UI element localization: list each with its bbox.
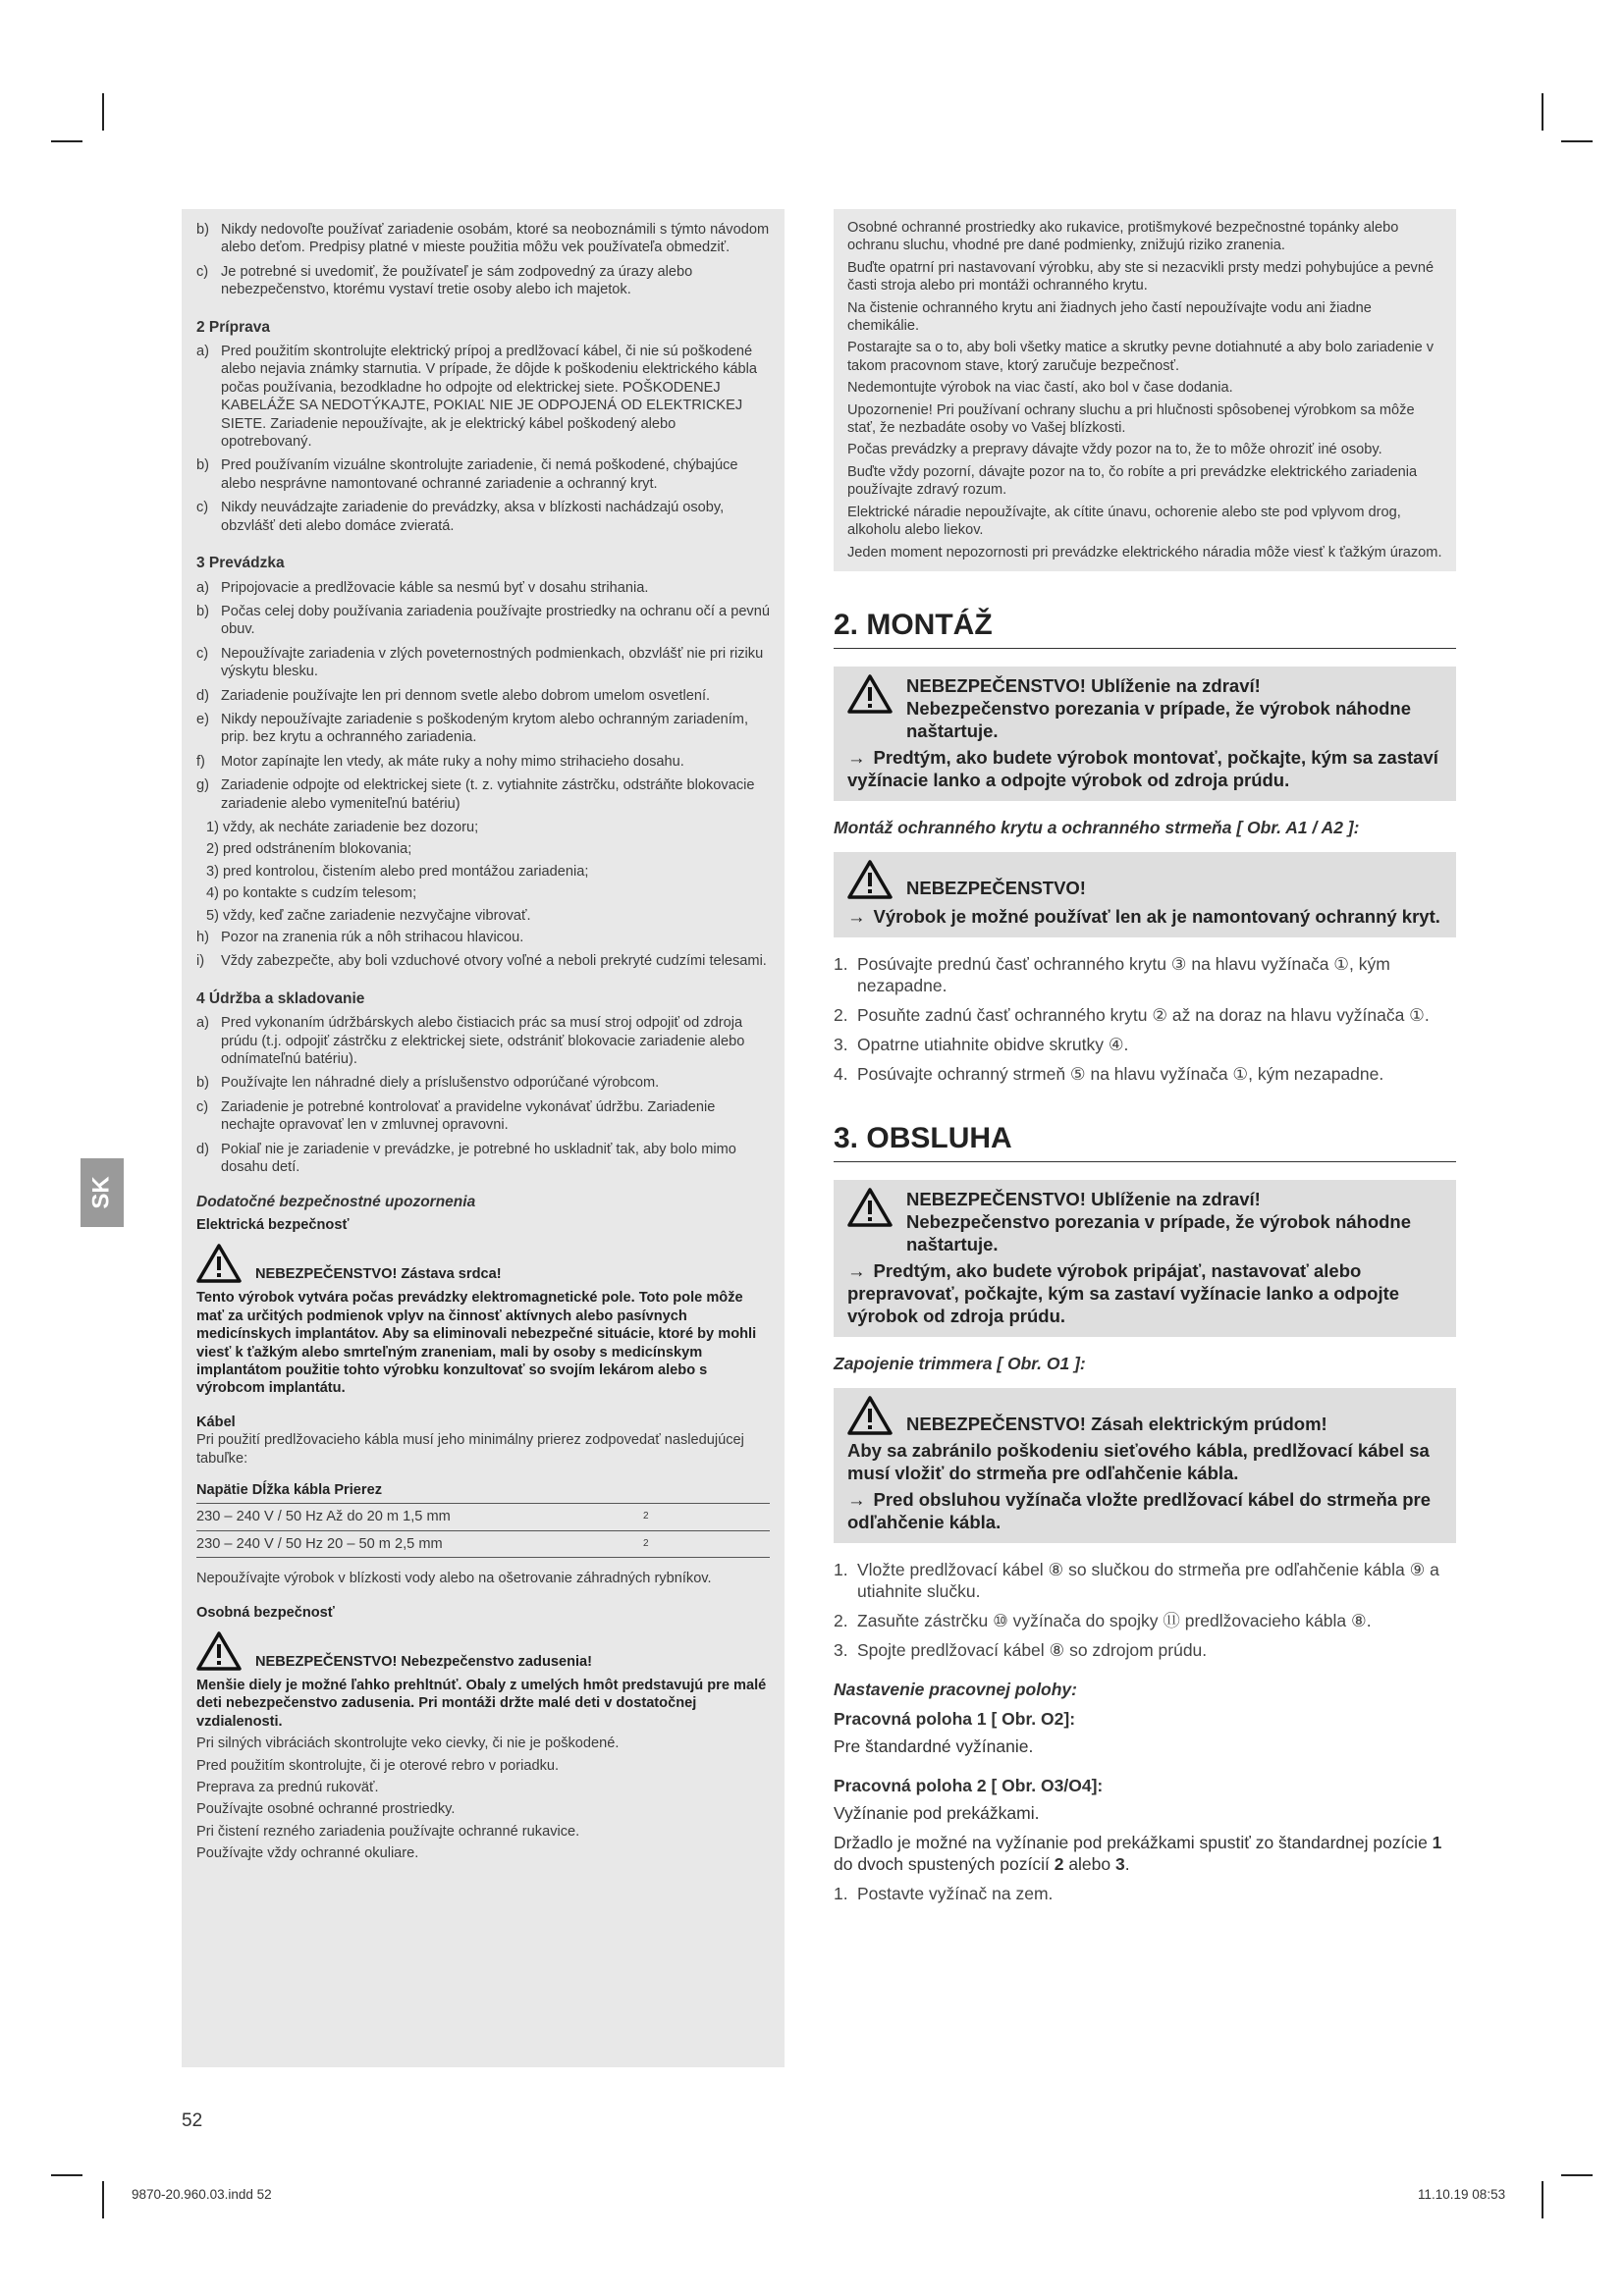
paragraph: Preprava za prednú rukoväť. [196,1780,379,1795]
paragraph: Postarajte sa o to, aby boli všetky matice a skrutky pevne dotiahnuté a aby bolo zariadenie v takom pracovnom stave, ktorý zaručuje bezpečnosť. [847,340,1435,374]
paragraph: Na čistenie ochranného krytu ani žiadnych jeho častí nepoužívajte vodu ani žiadne chemikálie. [847,299,1372,335]
crop-mark [102,2181,104,2218]
warning-header [196,1631,770,1671]
numbered-item: 1) vždy, ak necháte zariadenie bez dozoru; [206,819,479,835]
warning-action: Výrobok je možné používať len ak je namontovaný ochranný kryt. [873,905,1440,927]
warning-icon [847,674,893,714]
arrow-icon: → [847,1488,866,1510]
list-item: d) Zariadenie používajte len pri dennom svetle alebo dobrom umelom osvetlení. [196,687,711,704]
warning-box [834,1180,1456,1337]
intro-list [196,221,770,299]
paragraph: Počas prevádzky a prepravy dávajte vždy pozor na to, že to môže ohroziť iné osoby. [847,442,1382,458]
subsection-heading: Pracovná poloha 2 [ Obr. O3/O4]: [834,1775,1104,1795]
paragraph: Nedemontujte výrobok na viac častí, ako bol v čase dodania. [847,380,1233,397]
paragraph: Jeden moment nepozornosti pri prevádzke elektrického náradia môže viesť k ťažkým úrazom. [847,544,1442,561]
left-column [182,209,785,2067]
warning-action: Pred obsluhou vyžínača vložte predlžovací kábel do strmeňa pre odľahčenie kábla. [847,1488,1432,1532]
table-header: Napätie Dĺžka kábla Prierez [196,1481,770,1504]
list-item: c) Nikdy neuvádzajte zariadenie do prevádzky, aksa v blízkosti nachádzajú osoby, obzvlášť deti alebo domáce zvieratá. [196,500,725,534]
paragraph: Pre štandardné vyžínanie. [834,1735,1034,1756]
warning-title: NEBEZPEČENSTVO! Zásah elektrickým prúdom! [906,1413,1327,1434]
list-item: b) Pred používaním vizuálne skontrolujte zariadenie, či nemá poškodené, chýbajúce alebo nesprávne namontované ochranné zariadenie a ochranný kryt. [196,457,738,492]
list-item: 4. Posúvajte ochranný strmeň ⑤ na hlavu vyžínača ①, kým nezapadne. [834,1063,1384,1084]
safety-box [834,209,1456,571]
crop-mark [51,140,82,142]
warning-title: NEBEZPEČENSTVO! Zástava srdca! [255,1265,502,1282]
section-heading: 2 Príprava [196,318,270,336]
list-item: f) Motor zapínajte len vtedy, ak máte ruky a nohy mimo strihacieho dosahu. [196,753,684,770]
list-item: 1. Postavte vyžínač na zem. [834,1883,1054,1903]
warning-header [196,1244,770,1283]
section-heading: 2. MONTÁŽ [834,609,1456,649]
warning-icon [196,1244,242,1283]
page-number: 52 [182,2110,203,2131]
subsection-heading: Kábel [196,1414,236,1430]
table-row: 230 – 240 V / 50 Hz Až do 20 m 1,5 mm 2 [196,1504,770,1530]
warning-icon [847,860,893,899]
warning-action: Predtým, ako budete výrobok pripájať, nastavovať alebo prepravovať, počkajte, kým sa zastaví vyžínacie lanko a odpojte výrobok od zdroja prúdu. [847,1259,1400,1326]
paragraph: Pri použití predlžovacieho kábla musí jeho minimálny prierez zodpovedať nasledujúcej tabuľke: [196,1432,744,1467]
warning-title: NEBEZPEČENSTVO! Ublíženie na zdraví! [906,674,1261,696]
list-item: e) Nikdy nepoužívajte zariadenie s poškodeným krytom alebo ochranným zariadením, prip. bez krytu a ochranného zariadenia. [196,711,748,746]
numbered-item: 4) po kontakte s cudzím telesom; [206,885,417,902]
list-item: 1. Posúvajte prednú časť ochranného krytu ③ na hlavu vyžínača ①, kým nezapadne. [834,953,1390,995]
list-item: a) Pred použitím skontrolujte elektrický prípoj a predlžovací kábel, či nie sú poškodené alebo nejavia známky starnutia. V prípade, že dôjde k poškodeniu elektrického kábla počas používania, bezodkladne ho odpojte od elektrickej siete. POŠKODENEJ KABELÁŽE SA NEDOTÝKAJTE, POKIAĽ NIE JE ODPOJENÁ OD ELEKTRICKEJ SIETE. Zariadenie nepoužívajte, ak je elektrický kábel poškodený alebo opotrebovaný. [196,344,757,451]
warning-icon [196,1631,242,1671]
numbered-item: 2) pred odstránením blokovania; [206,841,412,858]
arrow-icon: → [847,746,866,768]
warning-text: Menšie diely je možné ľahko prehltnúť. Obaly z umelých hmôt predstavujú pre malé deti nebezpečenstvo zadusenia. Pri montáži držte malé deti v dostatočnej vzdialenosti. [196,1677,767,1730]
section-heading: 3 Prevádzka [196,555,285,572]
paragraph: Pri čistení rezného zariadenia používajte ochranné rukavice. [196,1823,580,1840]
paragraph: Osobné ochranné prostriedky ako rukavice, protišmykové bezpečnostné topánky alebo ochranu sluchu, vhodné pre dané podmienky, znižujú riziko zranenia. [847,220,1399,254]
warning-title: NEBEZPEČENSTVO! Nebezpečenstvo zadusenia! [255,1653,593,1670]
file-name: 9870-20.960.03.indd 52 [132,2187,272,2202]
print-date: 11.10.19 08:53 [1418,2187,1506,2202]
montaz-steps [834,953,1456,1085]
subsection-heading: Pracovná poloha 1 [ Obr. O2]: [834,1708,1076,1729]
list-item: a) Pripojovacie a predlžovacie káble sa nesmú byť v dosahu strihania. [196,579,649,596]
subsection-heading: Osobná bezpečnosť [196,1604,335,1621]
list-item: g) Zariadenie odpojte od elektrickej siete (t. z. vytiahnite zástrčku, odstráňte blokovacie zariadenie alebo vymeniteľnú batériu) [196,777,755,812]
paragraph: Pri silných vibráciách skontrolujte veko cievky, či nie je poškodené. [196,1735,620,1752]
paragraph: Držadlo je možné na vyžínanie pod prekážkami spustiť zo štandardnej pozície 1 do dvoch spustených pozícií 2 alebo 3. [834,1832,1442,1874]
list-item: c) Zariadenie je potrebné kontrolovať a pravidelne vykonávať údržbu. Zariadenie nechajte opravovať len v zmluvnej opravovni. [196,1098,716,1134]
subsection-heading: Zapojenie trimmera [ Obr. O1 ]: [834,1353,1086,1373]
list-item: 2. Posuňte zadnú časť ochranného krytu ② až na doraz na hlavu vyžínača ①. [834,1004,1430,1025]
crop-mark [102,93,104,131]
section-heading: 3. OBSLUHA [834,1122,1456,1162]
list-item: 1. Vložte predlžovací kábel ⑧ so slučkou do strmeňa pre odľahčenie kábla ⑨ a utiahnite slučku. [834,1559,1439,1601]
poloha-steps [834,1883,1456,1904]
list-item: b) Nikdy nedovoľte používať zariadenie osobám, ktoré sa neoboznámili s týmto návodom alebo deťom. Predpisy platné v mieste použitia môžu vek používateľa obmedziť. [196,222,770,256]
list-item: b) Používajte len náhradné diely a príslušenstvo odporúčané výrobcom. [196,1075,660,1092]
crop-mark [1542,2181,1543,2218]
subsection-heading: Montáž ochranného krytu a ochranného strmeňa [ Obr. A1 / A2 ]: [834,817,1360,837]
warning-box [834,667,1456,801]
warning-title: NEBEZPEČENSTVO! Ublíženie na zdraví! [906,1188,1261,1209]
crop-mark [1561,140,1593,142]
crop-mark [1561,2174,1593,2176]
list-item: h) Pozor na zranenia rúk a nôh strihacou hlavicou. [196,930,524,945]
paragraph: Pred použitím skontrolujte, či je oterové rebro v poriadku. [196,1757,560,1774]
warning-text: Aby sa zabránilo poškodeniu sieťového kábla, predlžovací kábel sa musí vložiť do strmeňa pre odľahčenie kábla. [847,1439,1430,1483]
list-item: b) Počas celej doby používania zariadenia používajte prostriedky na ochranu očí a pevnú obuv. [196,603,770,638]
subsection-heading: Nastavenie pracovnej polohy: [834,1679,1077,1699]
warning-text: Nebezpečenstvo porezania v prípade, že výrobok náhodne naštartuje. [906,1210,1412,1255]
warning-box [834,852,1456,937]
list-item: a) Pred vykonaním údržbárskych alebo čistiacich prác sa musí stroj odpojiť od zdroja prúdu (t.j. odpojiť zástrčku z elektrickej siete, odstrániť blokovacie zariadenie alebo odnímateľnú batériu). [196,1015,745,1068]
warning-text: Tento výrobok vytvára počas prevádzky elektromagnetické pole. Toto pole môže mať za určitých podmienok vplyv na činnosť aktívnych alebo pasívnych medicínskych implantátov. Aby sa eliminovali nebezpečné situácie, ktoré by mohli viesť k ťažkým alebo smrteľným zraneniam, mali by osoby s medicínskym implantátom použitie tohto výrobku konzultovať so svojím lekárom alebo s výrobcom implantátu. [196,1290,757,1397]
paragraph: Používajte osobné ochranné prostriedky. [196,1801,456,1818]
crop-mark [51,2174,82,2176]
numbered-item: 3) pred kontrolou, čistením alebo pred montážou zariadenia; [206,863,589,880]
table-row: 230 – 240 V / 50 Hz 20 – 50 m 2,5 mm 2 [196,1531,770,1558]
list-item: d) Pokiaľ nie je zariadenie v prevádzke, je potrebné ho uskladniť tak, aby bolo mimo dosahu detí. [196,1141,736,1176]
list-item: c) Nepoužívajte zariadenia v zlých poveternostných podmienkach, obzvlášť nie pri riziku výskytu blesku. [196,645,764,680]
language-tab: SK [81,1158,124,1227]
list-item: 3. Opatrne utiahnite obidve skrutky ④. [834,1034,1129,1054]
section-heading: 4 Údržba a skladovanie [196,989,365,1007]
crop-mark [1542,93,1543,131]
warning-action: Predtým, ako budete výrobok montovať, počkajte, kým sa zastaví vyžínacie lanko a odpojte výrobok od zdroja prúdu. [847,746,1438,790]
paragraph: Používajte vždy ochranné okuliare. [196,1845,419,1862]
paragraph: Nepoužívajte výrobok v blízkosti vody alebo na ošetrovanie záhradných rybníkov. [196,1571,712,1587]
paragraph: Vyžínanie pod prekážkami. [834,1802,1040,1823]
right-column [834,209,1456,1912]
warning-box [834,1388,1456,1543]
subsection-heading: Dodatočné bezpečnostné upozornenia [196,1194,476,1211]
paragraph: Upozornenie! Pri používaní ochrany sluchu a pri hlučnosti spôsobenej výrobkom sa môže stať, že nezbadáte osoby vo Vašej blízkosti. [847,401,1415,437]
arrow-icon: → [847,905,866,927]
warning-text: Nebezpečenstvo porezania v prípade, že výrobok náhodne naštartuje. [906,697,1412,741]
warning-icon [847,1188,893,1227]
list-item: c) Je potrebné si uvedomiť, že používateľ je sám zodpovedný za úrazy alebo nebezpečenstvo, ktorému vystaví tretie osoby alebo ich majetok. [196,263,693,298]
paragraph: Buďte vždy pozorní, dávajte pozor na to, čo robíte a pri prevádzke elektrického zariadenia používajte zdravý rozum. [847,463,1418,499]
zapojenie-steps [834,1559,1456,1661]
paragraph: Elektrické náradie nepoužívajte, ak cítite únavu, ochorenie alebo ste pod vplyvom drog, alkoholu alebo liekov. [847,504,1401,539]
list-item: 3. Spojte predlžovací kábel ⑧ so zdrojom prúdu. [834,1639,1208,1660]
numbered-item: 5) vždy, keď začne zariadenie nezvyčajne vibrovať. [206,907,531,924]
paragraph: Buďte opatrní pri nastavovaní výrobku, aby ste si nezacvikli prsty medzi pohybujúce a pevné časti stroja alebo pri montáži ochranného krytu. [847,259,1435,294]
list-item: i) Vždy zabezpečte, aby boli vzduchové otvory voľné a neboli prekryté cudzími telesami. [196,953,767,970]
arrow-icon: → [847,1259,866,1281]
warning-title: NEBEZPEČENSTVO! [906,877,1086,898]
subsection-heading: Elektrická bezpečnosť [196,1216,350,1233]
list-item: 2. Zasuňte zástrčku ⑩ vyžínača do spojky ⑪ predlžovacieho kábla ⑧. [834,1610,1372,1630]
warning-icon [847,1396,893,1435]
